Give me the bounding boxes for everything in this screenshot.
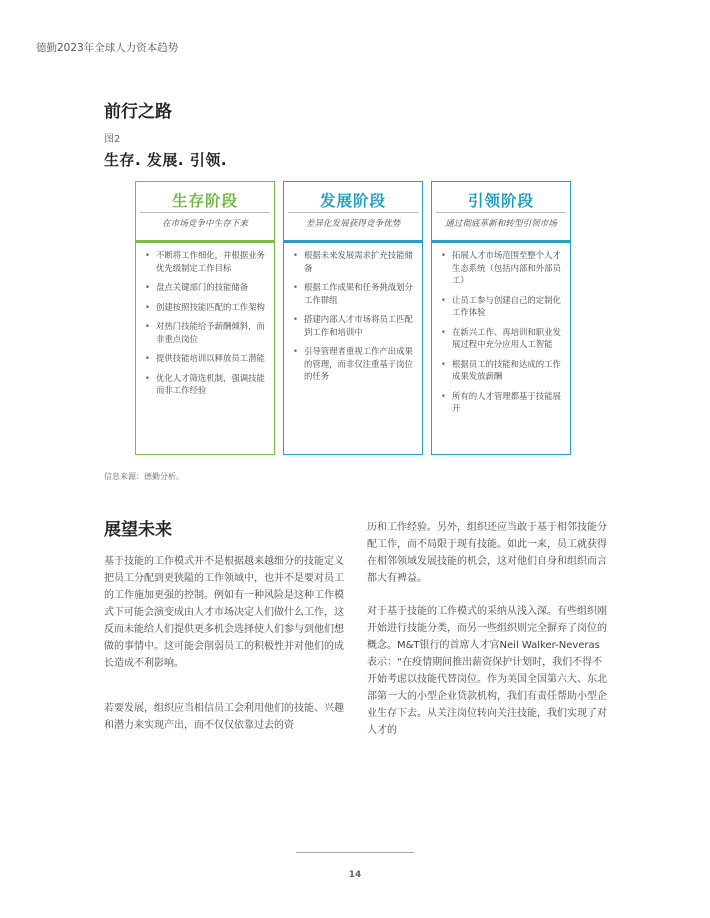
list-item: • 优化人才筛选机制，强调技能而非工作经验 [144, 372, 268, 397]
body-paragraph: 历和工作经验。另外，组织还应当敢于基于相邻技能分配工作，而不局限于现有技能。如此一来，员工就获得在相邻领域发展技能的机会，这对他们自身和组织而言都大有裨益。 [367, 522, 607, 584]
stage-header [432, 182, 570, 240]
list-item: • 让员工参与创建自己的定制化工作体验 [440, 294, 564, 319]
stage-column-lead [431, 181, 571, 455]
section-title-path-forward: 前行之路 [104, 102, 172, 122]
stage-subtitle: 通过彻底革新和转型引领市场 [445, 219, 557, 229]
stage-header [284, 182, 422, 240]
stage-column-develop [283, 181, 423, 455]
list-item: • 根据员工的技能和达成的工作成果发放薪酬 [440, 358, 564, 383]
body-paragraph: 对于基于技能的工作模式的采纳从浅入深。有些组织刚开始进行技能分类，而另一些组织则完全摒弃了岗位的概念。M&T银行的首席人才官Neil Walker-Neveras表示：“在疫情期间推出薪资保护计划时，我们不得不开始考虑以技能代替岗位。作为美国全国第六大、东北部第一大的小型企业贷款机构，我们有责任帮助小型企业生存下去。从关注岗位转向关注技能，我们实现了对人才的 [367, 606, 607, 736]
stage-column-survive [135, 181, 275, 455]
list-item: • 对热门技能给予薪酬倾斜，而非重点岗位 [144, 320, 268, 345]
list-item: • 创建按照技能匹配的工作架构 [144, 301, 268, 314]
list-item: • 不断将工作细化，并根据业务优先级制定工作目标 [144, 249, 268, 274]
list-item: • 所有的人才管理都基于技能展开 [440, 390, 564, 415]
figure-title: 生存. 发展. 引领. [104, 151, 228, 169]
list-item: • 根据未来发展需求扩充技能储备 [292, 249, 416, 274]
stage-item-list [284, 243, 422, 383]
stage-item-list [136, 243, 274, 397]
stage-subtitle: 在市场竞争中生存下来 [162, 219, 248, 229]
list-item: • 引导管理者重视工作产出成果的管理，而非仅注重基于岗位的任务 [292, 345, 416, 383]
page-number: 14 [348, 870, 362, 880]
list-item: • 盘点关键部门的技能储备 [144, 281, 268, 294]
stage-title: 生存阶段 [171, 192, 238, 210]
stage-title: 发展阶段 [319, 192, 386, 210]
stage-item-list [432, 243, 570, 415]
figure-source-note: 信息来源：德勤分析。 [104, 472, 184, 481]
running-header: 德勤2023年全球人力资本趋势 [36, 42, 179, 54]
divider [436, 212, 566, 213]
stage-subtitle: 差异化发展获得竞争优势 [305, 219, 401, 229]
body-paragraph: 基于技能的工作模式并不是根据越来越细分的技能定义把员工分配到更狭隘的工作领域中，也并不是要对员工的工作施加更强的控制。例如有一种风险是这种工作模式下可能会演变成由人才市场决定人们做什么工作，这反而未能给人们提供更多机会选择使人们参与到他们想做的事情中。这可能会削弱员工的积极性并对他们的成长造成不利影响。 [104, 556, 344, 669]
divider [140, 212, 270, 213]
list-item: • 搭建内部人才市场将员工匹配到工作和培训中 [292, 313, 416, 338]
list-item: • 拓展人才市场范围至整个人才生态系统（包括内部和外部员工） [440, 249, 564, 287]
list-item: • 在新兴工作、再培训和职业发展过程中充分应用人工智能 [440, 326, 564, 351]
figure-label: 图2 [104, 134, 121, 145]
section-title-outlook: 展望未来 [104, 520, 172, 540]
stage-title: 引领阶段 [467, 192, 534, 210]
list-item: • 提供技能培训以释放员工潜能 [144, 352, 268, 365]
divider [288, 212, 418, 213]
body-paragraph: 若要发展，组织应当相信员工会利用他们的技能、兴趣和潜力来实现产出，而不仅仅依靠过去的资 [104, 703, 344, 731]
stage-header [136, 182, 274, 240]
list-item: • 根据工作成果和任务挑战划分工作群组 [292, 281, 416, 306]
footer-divider [296, 852, 414, 853]
